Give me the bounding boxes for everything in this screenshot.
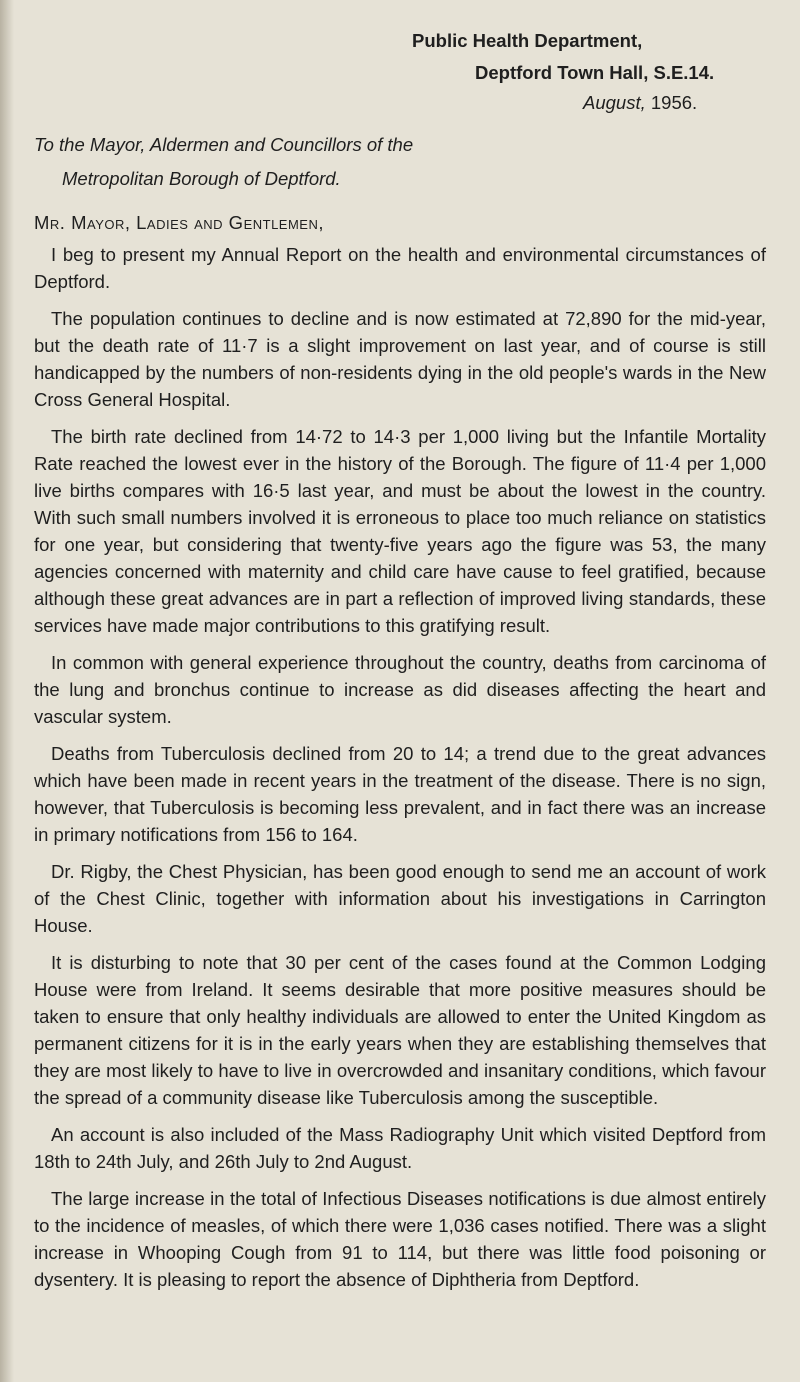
report-body xyxy=(34,241,766,1303)
addressee-line-2: Metropolitan Borough of Deptford. xyxy=(62,168,341,189)
date-year: 1956. xyxy=(650,92,698,113)
salutation: Mr. Mayor, Ladies and Gentlemen, xyxy=(34,212,324,233)
paragraph-infectious-diseases: The large increase in the total of Infectious Diseases notifications is due almost entirely to the incidence of measles, of which there were 1,036 cases notified. There was a slight increase in Whooping Cough from 91 to 114, but there was little food poisoning or dysentery. It is pleasing to report the absence of Diphtheria from Deptford. xyxy=(34,1188,766,1290)
paragraph-lodging-house: It is disturbing to note that 30 per cent of the cases found at the Common Lodging House were from Ireland. It seems desirable that more positive measures should be taken to ensure that only healthy individuals are allowed to enter the United Kingdom as permanent citizens for it is in the early years when they are establishing themselves that they are most likely to have to live in overcrowded and insanitary conditions, which favour the spread of a community disease like Tuberculosis among the susceptible. xyxy=(34,952,766,1108)
town-hall-address: Deptford Town Hall, S.E.14. xyxy=(475,62,715,83)
paragraph-chest-clinic: Dr. Rigby, the Chest Physician, has been good enough to send me an account of work of the Chest Clinic, together with information about his investigations in Carrington House. xyxy=(34,861,766,936)
paragraph-birth-rate: The birth rate declined from 14·72 to 14·3 per 1,000 living but the Infantile Mortality Rate reached the lowest ever in the history of the Borough. The figure of 11·4 per 1,000 live births compares with 16·5 last year, and must be about the lowest in the country. With such small numbers involved it is erroneous to place too much reliance on statistics for one year, but considering that twenty-five years ago the figure was 53, the many agencies concerned with maternity and child care have cause to feel gratified, because although these great advances are in part a reflection of improved living standards, these services have made major contributions to this gratifying result. xyxy=(34,426,766,636)
paragraph-intro: I beg to present my Annual Report on the health and environmental circumstances of Deptford. xyxy=(34,244,766,292)
report-date xyxy=(583,92,697,114)
paragraph-carcinoma: In common with general experience throughout the country, deaths from carcinoma of the lung and bronchus continue to increase as did diseases affecting the heart and vascular system. xyxy=(34,652,766,727)
department-heading: Public Health Department, xyxy=(412,30,643,51)
paragraph-radiography: An account is also included of the Mass Radiography Unit which visited Deptford from 18th to 24th July, and 26th July to 2nd August. xyxy=(34,1124,766,1172)
paragraph-tuberculosis: Deaths from Tuberculosis declined from 20 to 14; a trend due to the great advances which have been made in recent years in the treatment of the disease. There is no sign, however, that Tuberculosis is becoming less prevalent, and in fact there was an increase in primary notifications from 156 to 164. xyxy=(34,743,766,845)
paragraph-population: The population continues to decline and is now estimated at 72,890 for the mid-year, but the death rate of 11·7 is a slight improvement on last year, and of course is still handicapped by the numbers of non-residents dying in the old people's wards in the New Cross General Hospital. xyxy=(34,308,766,410)
date-month: August, xyxy=(583,92,646,113)
addressee-line-1: To the Mayor, Aldermen and Councillors of the xyxy=(34,134,414,155)
